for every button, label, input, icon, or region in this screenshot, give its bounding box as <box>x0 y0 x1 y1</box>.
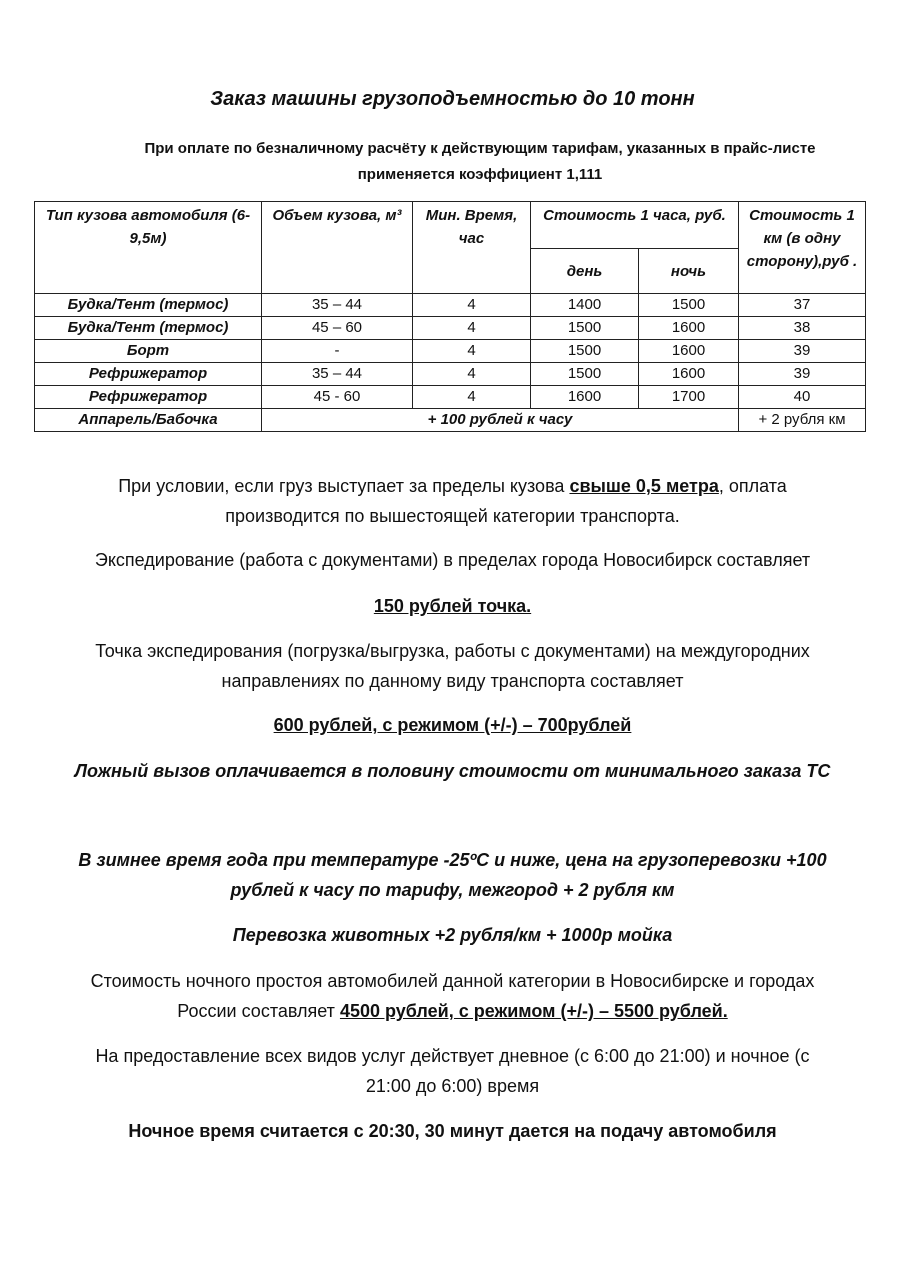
header-min-time: Мин. Время, час <box>413 202 531 294</box>
cell-day: 1500 <box>531 363 639 386</box>
cell-volume: 45 – 60 <box>262 317 413 340</box>
cell-hour-surcharge: + 100 рублей к часу <box>262 409 739 432</box>
cell-km: 40 <box>739 386 866 409</box>
night-idle-note <box>40 966 865 1026</box>
subtitle-line-1: При оплате по безналичному расчёту к действующим тарифам, указанных в прайс-листе <box>144 140 816 157</box>
cell-min: 4 <box>413 317 531 340</box>
oversize-text: При условии, если груз выступает за пределы кузова <box>118 476 570 496</box>
service-hours-line-1: На предоставление всех видов услуг действует дневное (с 6:00 до 21:00) и ночное (с <box>95 1046 810 1066</box>
night-idle-line-1: Стоимость ночного простоя автомобилей данной категории в Новосибирске и городах <box>90 971 815 991</box>
winter-surcharge-note <box>40 845 865 905</box>
cell-volume: 35 – 44 <box>262 363 413 386</box>
cell-min: 4 <box>413 294 531 317</box>
cell-km: 37 <box>739 294 866 317</box>
table-row <box>35 340 866 363</box>
header-km-cost: Стоимость 1 км (в одну сторону),руб . <box>739 202 866 294</box>
table-header-row <box>35 202 866 249</box>
oversize-line-2: производится по вышестоящей категории транспорта. <box>225 506 680 526</box>
cell-volume: - <box>262 340 413 363</box>
cell-type: Аппарель/Бабочка <box>35 409 262 432</box>
cell-km: 38 <box>739 317 866 340</box>
price-table <box>34 201 866 432</box>
oversize-text-end: , оплата <box>718 476 787 496</box>
intercity-line-1: Точка экспедирования (погрузка/выгрузка, работы с документами) на междугородних <box>95 641 810 661</box>
cell-type: Рефрижератор <box>35 363 262 386</box>
table-row-ramp <box>35 409 866 432</box>
cell-night: 1500 <box>639 294 739 317</box>
header-day: день <box>531 249 639 294</box>
intercity-forwarding-note <box>40 636 865 696</box>
cell-night: 1600 <box>639 340 739 363</box>
cell-km: 39 <box>739 363 866 386</box>
cell-min: 4 <box>413 386 531 409</box>
cell-type: Рефрижератор <box>35 386 262 409</box>
payment-coefficient-note <box>90 136 870 188</box>
cell-min: 4 <box>413 363 531 386</box>
cell-day: 1500 <box>531 317 639 340</box>
cell-type: Борт <box>35 340 262 363</box>
city-forwarding-price: 150 рублей точка. <box>373 596 532 616</box>
cell-day: 1500 <box>531 340 639 363</box>
night-idle-line-2 <box>40 996 865 1026</box>
winter-line-2: рублей к часу по тарифу, межгород + 2 рубля км <box>230 880 675 900</box>
cell-night: 1600 <box>639 363 739 386</box>
animal-transport-note: Перевозка животных +2 рубля/км + 1000р мойка <box>232 925 673 945</box>
intercity-line-2: направлениях по данному виду транспорта составляет <box>221 671 684 691</box>
intercity-forwarding-price: 600 рублей, с режимом (+/-) – 700рублей <box>273 715 632 735</box>
table-row <box>35 363 866 386</box>
header-volume: Объем кузова, м³ <box>262 202 413 294</box>
cell-day: 1600 <box>531 386 639 409</box>
cell-volume: 35 – 44 <box>262 294 413 317</box>
subtitle-line-2: применяется коэффициент 1,111 <box>357 166 603 183</box>
city-forwarding-note: Экспедирование (работа с документами) в пределах города Новосибирск составляет <box>94 550 811 570</box>
winter-line-1: В зимнее время года при температуре -25ºС и ниже, цена на грузоперевозки +100 <box>78 850 827 870</box>
cell-min: 4 <box>413 340 531 363</box>
cell-day: 1400 <box>531 294 639 317</box>
false-call-note: Ложный вызов оплачивается в половину стоимости от минимального заказа ТС <box>74 761 831 781</box>
cell-night: 1600 <box>639 317 739 340</box>
table-row <box>35 386 866 409</box>
service-hours-note <box>40 1041 865 1101</box>
cell-night: 1700 <box>639 386 739 409</box>
cell-type: Будка/Тент (термос) <box>35 317 262 340</box>
document-title: Заказ машины грузоподъемностью до 10 тонн <box>210 88 695 110</box>
header-hour-cost: Стоимость 1 часа, руб. <box>531 202 739 249</box>
cell-km: 39 <box>739 340 866 363</box>
oversize-cargo-note <box>40 471 865 531</box>
header-body-type: Тип кузова автомобиля (6-9,5м) <box>35 202 262 294</box>
service-hours-line-2: 21:00 до 6:00) время <box>365 1076 540 1096</box>
night-idle-text: России составляет <box>177 1001 340 1021</box>
table-row <box>35 317 866 340</box>
cell-volume: 45 - 60 <box>262 386 413 409</box>
oversize-limit: свыше 0,5 метра <box>569 476 719 496</box>
cell-type: Будка/Тент (термос) <box>35 294 262 317</box>
night-time-note: Ночное время считается с 20:30, 30 минут дается на подачу автомобиля <box>128 1121 777 1141</box>
header-night: ночь <box>639 249 739 294</box>
night-idle-price: 4500 рублей, с режимом (+/-) – 5500 рублей. <box>339 1001 728 1021</box>
table-row <box>35 294 866 317</box>
cell-km-surcharge: + 2 рубля км <box>739 409 866 432</box>
oversize-line-1 <box>40 471 865 501</box>
